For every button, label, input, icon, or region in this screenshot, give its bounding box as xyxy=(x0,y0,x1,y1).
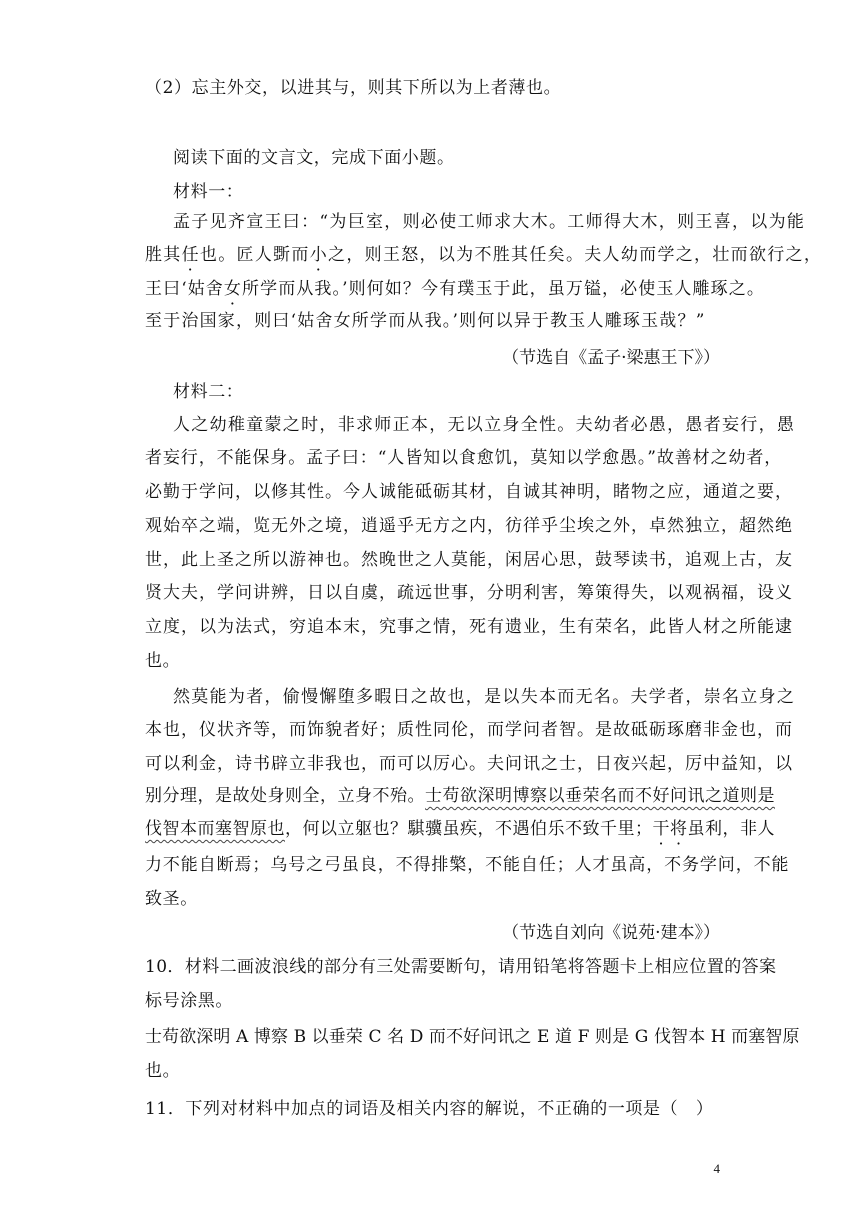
material-one-line: 至于治国家，则曰‘姑舍女所学而从我。’则何以异于教玉人雕琢玉哉？” xyxy=(145,311,706,331)
material-two-line: 别分理，是故处身则全，立身不殆。士苟欲深明博察以垂荣名而不好问讯之道则是 xyxy=(145,786,775,806)
material-two-line: 可以利金，诗书辟立非我也，而可以厉心。夫问讯之士，日夜兴起，厉中益知，以 xyxy=(145,754,793,774)
material-two-line: 观始卒之端，览无外之境，逍遥乎无方之内，彷徉乎尘埃之外，卓然独立，超然绝 xyxy=(145,516,793,536)
question-10: 标号涂黑。 xyxy=(145,991,233,1011)
material-two-line: 者妄行，不能保身。孟子曰：“人皆知以食愈饥，莫知以学愈愚。”故善材之幼者， xyxy=(145,448,783,468)
material-one-line: 王曰‘姑舍女所学而从我。’则何如？今有璞玉于此，虽万镒，必使玉人雕琢之。 xyxy=(145,279,765,299)
material-one-line: 胜其任也。匠人斲而小之，则王怒，以为不胜其任矣。夫人幼而学之，壮而欲行之， xyxy=(145,245,823,265)
material-two-line: 然莫能为者，偷慢懈堕多暇日之故也，是以失本而无名。夫学者，崇名立身之 xyxy=(173,687,796,707)
material-two-line: 本也，仪状齐等，而饰貌者好；质性同伦，而学问者智。是故砥砺琢磨非金也，而 xyxy=(145,720,793,740)
material-two-line: 立度，以为法式，穷追本末，究事之情，死有遗业，生有荣名，此皆人材之所能逮 xyxy=(145,617,793,637)
material-two-line: 世，此上圣之所以游神也。然晚世之人莫能，闲居心思，鼓琴读书，追观上古，友 xyxy=(145,550,793,570)
question-11: 11．下列对材料中加点的词语及相关内容的解说，不正确的一项是（ ） xyxy=(145,1099,714,1119)
dotted-word: 任 xyxy=(181,245,200,265)
material-two-heading: 材料二： xyxy=(173,382,244,402)
material-two-line: 贤大夫，学问讲辨，日以自虞，疏远世事，分明利害，筹策得失，以观祸福，设义 xyxy=(145,583,793,603)
wavy-underlined-text: 士苟欲深明博察以垂荣名而不好问讯之道则是 xyxy=(425,786,775,806)
reading-instruction: 阅读下面的文言文，完成下面小题。 xyxy=(173,148,455,168)
material-one-heading: 材料一： xyxy=(173,182,244,202)
material-two-line: 致圣。 xyxy=(145,889,198,909)
material-two-source: （节选自刘向《说苑·建本》） xyxy=(502,923,720,943)
dotted-word: 小 xyxy=(309,245,329,265)
material-two-line: 伐智本而塞智原也，何以立躯也？騏骥虽疾，不遇伯乐不致千里；干将虽利，非人 xyxy=(145,819,775,839)
previous-question-item: （2）忘主外交，以进其与，则其下所以为上者薄也。 xyxy=(145,78,562,98)
material-two-line: 也。 xyxy=(145,651,181,671)
wavy-underlined-text: 伐智本而塞智原也 xyxy=(145,819,285,839)
question-10: 10．材料二画波浪线的部分有三处需要断句，请用铅笔将答题卡上相应位置的答案 xyxy=(145,957,777,977)
dotted-word: 干 xyxy=(652,819,670,839)
dotted-word: 女 xyxy=(223,279,243,299)
page-number: 4 xyxy=(713,1161,720,1176)
dotted-word: 将 xyxy=(670,819,688,839)
material-two-line: 人之幼稚童蒙之时，非求师正本，无以立身全性。夫幼者必愚，愚者妄行，愚 xyxy=(173,415,796,435)
material-two-line: 力不能自断焉；乌号之弓虽良，不得排檠，不能自任；人才虽高，不务学问，不能 xyxy=(145,855,790,875)
material-one-source: （节选自《孟子·梁惠王下》） xyxy=(502,348,720,368)
question-10-options: 士苟欲深明 A 博察 B 以垂荣 C 名 D 而不好问讯之 E 道 F 则是 G 伐智本 H 而塞智原 xyxy=(145,1027,800,1047)
question-10-options: 也。 xyxy=(145,1061,181,1081)
material-one-line: 孟子见齐宣王曰：“为巨室，则必使工师求大木。工师得大木，则王喜，以为能 xyxy=(173,212,806,232)
material-two-line: 必勤于学问，以修其性。今人诚能砥砺其材，自诚其神明，睹物之应，通道之要， xyxy=(145,482,793,502)
